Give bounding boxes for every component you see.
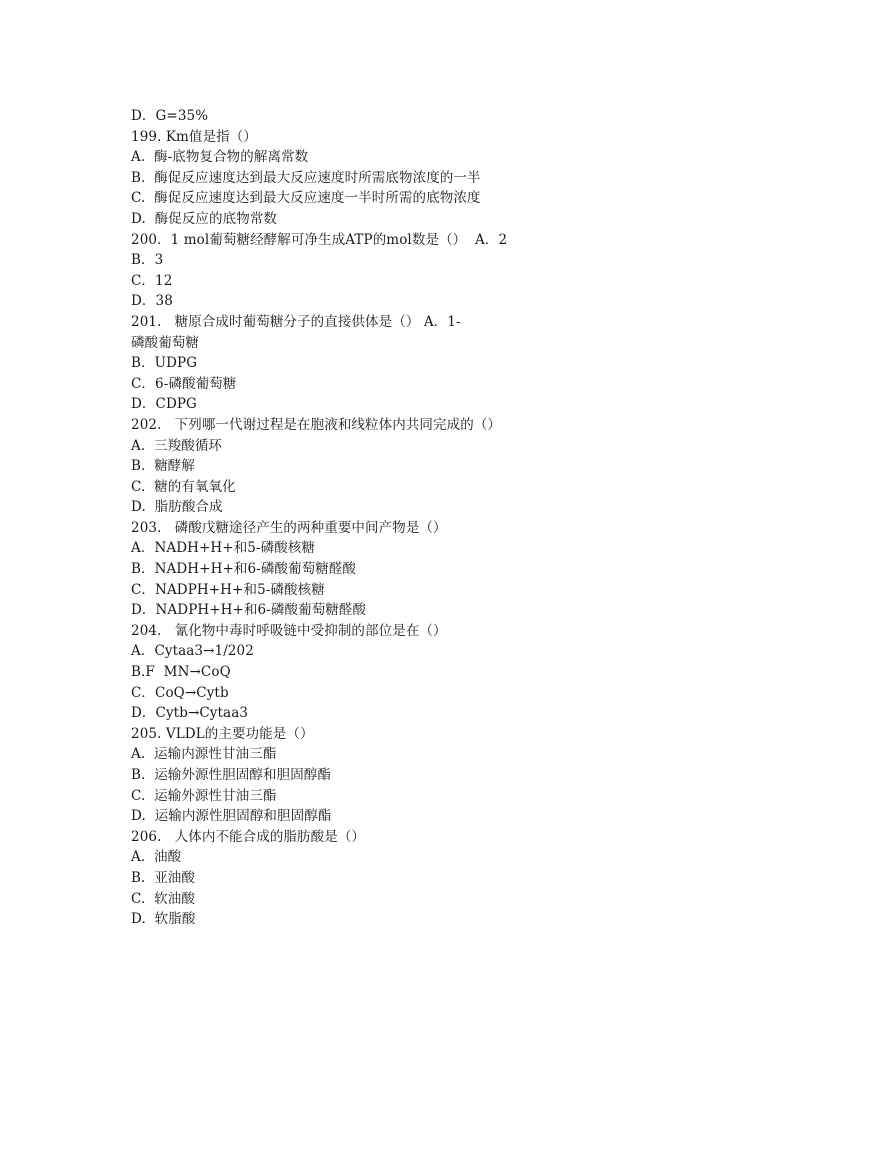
option-line: D. 运输内源性胆固醇和胆固醇酯 <box>131 808 332 825</box>
question-206: 206. 人体内不能合成的脂肪酸是（） <box>131 828 366 845</box>
option-line: B．UDPG <box>131 355 198 372</box>
option-line: A. 运输内源性甘油三酯 <box>131 746 277 763</box>
option-line: B.F MN→CoQ <box>131 664 231 681</box>
option-line: C. 运输外源性甘油三酯 <box>131 787 277 804</box>
option-line: 磷酸葡萄糖 <box>131 334 199 351</box>
question-list <box>131 106 751 930</box>
option-line: C. 软油酸 <box>131 890 195 907</box>
question-202: 202. 下列哪一代谢过程是在胞液和线粒体内共同完成的（） <box>131 416 502 433</box>
question-204: 204. 氰化物中毒时呼吸链中受抑制的部位是在（） <box>131 622 447 639</box>
option-line: A. 三羧酸循环 <box>131 437 223 454</box>
option-line: D．Cytb→Cytaa3 <box>131 705 249 722</box>
option-line: D. 软脂酸 <box>131 911 196 928</box>
option-line: B．NADH+H+和6-磷酸葡萄糖醛酸 <box>131 561 357 578</box>
question-205: 205. VLDL的主要功能是（） <box>131 725 314 742</box>
question-200: 200．1 mol葡萄糖经酵解可净生成ATP的mol数是（） A．2 <box>131 231 508 248</box>
option-line: A. 油酸 <box>131 849 182 866</box>
option-line: A. 酶-底物复合物的解离常数 <box>131 149 309 166</box>
option-line: C. 糖的有氧氧化 <box>131 478 236 495</box>
question-201: 201. 糖原合成时葡萄糖分子的直接供体是（） A．1- <box>131 313 461 330</box>
option-line: D. 脂肪酸合成 <box>131 499 223 516</box>
question-203: 203. 磷酸戊糖途径产生的两种重要中间产物是（） <box>131 519 447 536</box>
option-line: B. 运输外源性胆固醇和胆固醇酯 <box>131 767 331 783</box>
option-line: C．12 <box>131 272 173 289</box>
option-line: D．38 <box>131 293 173 310</box>
question-199: 199. Km值是指（） <box>131 128 257 145</box>
option-line: B．3 <box>131 252 164 269</box>
option-line: A．Cytaa3→1/202 <box>131 643 254 660</box>
option-line: C．6-磷酸葡萄糖 <box>131 375 237 392</box>
option-line: B. 亚油酸 <box>131 869 195 886</box>
option-line: D．G=35% <box>131 108 209 124</box>
option-line: A．NADH+H+和5-磷酸核糖 <box>131 540 316 557</box>
option-line: B. 糖酵解 <box>131 458 195 475</box>
option-line: D. 酶促反应的底物常数 <box>131 210 278 227</box>
option-line: C. 酶促反应速度达到最大反应速度一半时所需的底物浓度 <box>131 190 481 207</box>
option-line: B. 酶促反应速度达到最大反应速度时所需底物浓度的一半 <box>131 169 481 186</box>
option-line: C．CoQ→Cytb <box>131 684 229 701</box>
option-line: D．NADPH+H+和6-磷酸葡萄糖醛酸 <box>131 602 367 619</box>
option-line: D．CDPG <box>131 396 197 413</box>
option-line: C．NADPH+H+和5-磷酸核糖 <box>131 581 325 598</box>
